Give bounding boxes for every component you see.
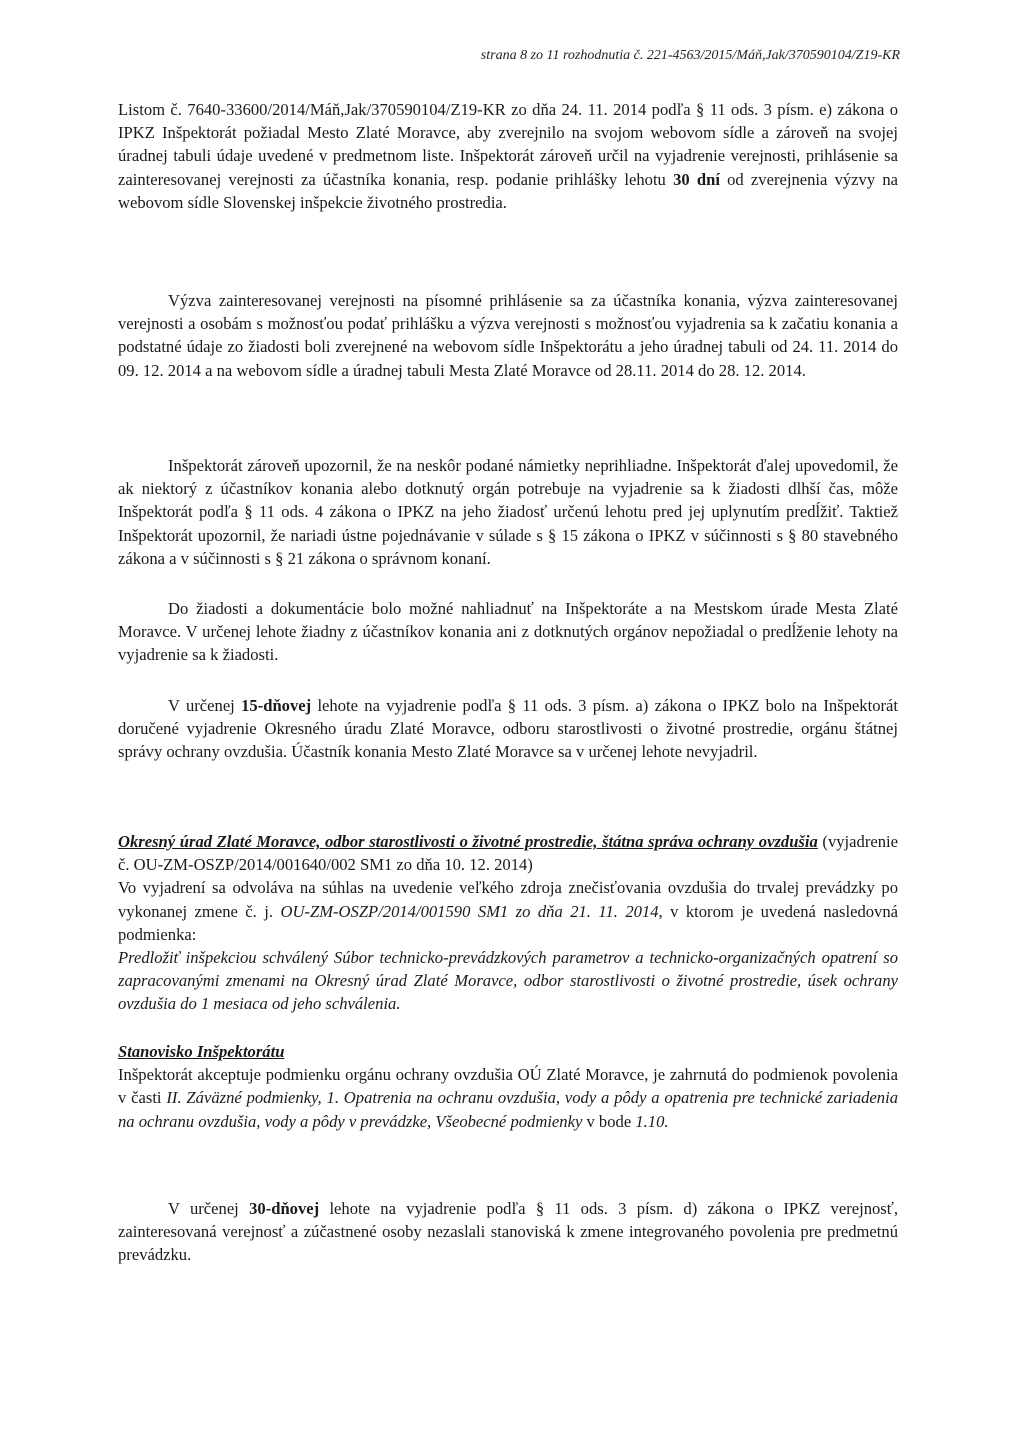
- paragraph-text: od zverejnenia výzvy na webovom sídle Slovenskej inšpekcie životného prostredia.: [118, 169, 899, 212]
- paragraph-text: Listom č. 7640-33600/2014/Máň,Jak/370590104/Z19-KR zo dňa 24. 11. 2014 podľa § 11 ods. 3 písm. e) zákona o IPKZ Inšpektorát požiadal Mesto Zlaté Moravce, aby zverejnilo na svojom webovom sídle a zároveň na svojej úradnej tabuli údaje uvedené v predmetnom liste. Inšpektorát zároveň určil na vyjadrenie verejnosti, prihlásenie sa zainteresovanej verejnosti za účastníka konania, resp. podanie prihlášky lehotu: [118, 100, 898, 189]
- paragraph-letter-request: [118, 98, 898, 214]
- paragraph-text: v bode: [582, 1111, 636, 1131]
- section-heading: Okresný úrad Zlaté Moravce, odbor starostlivosti o životné prostredie, štátna správa ochrany ovzdušia: [118, 832, 818, 851]
- paragraph-text: Inšpektorát zároveň upozornil, že na neskôr podané námietky neprihliadne. Inšpektorát ďalej upovedomil, že ak niektorý z účastníkov konania alebo dotknutý orgán potrebuje na vyjadrenie sa k žiadosti dlhší čas, môže Inšpektorát podľa § 11 ods. 4 zákona o IPKZ na jeho žiadosť určenú lehotu pred jej uplynutím predĺžiť. Taktiež Inšpektorát upozornil, že nariadi ústne pojednávanie v súlade s § 15 zákona o IPKZ v súčinnosti s § 80 stavebného zákona a v súčinnosti s § 21 zákona o správnom konaní.: [118, 456, 898, 568]
- paragraph-15-day: [118, 694, 898, 764]
- deadline-bold: 15-dňovej: [241, 696, 312, 715]
- paragraph-text: Do žiadosti a dokumentácie bolo možné nahliadnuť na Inšpektoráte a na Mestskom úrade Mesta Zlaté Moravce. V určenej lehote žiadny z účastníkov konania ani z dotknutých orgánov nepožiadal o predĺženie lehoty na vyjadrenie sa k žiadosti.: [118, 599, 898, 665]
- reference-italic: II. Záväzné podmienky, 1. Opatrenia na ochranu ovzdušia, vody a pôdy a opatrenia pre technické zariadenia na ochranu ovzdušia, vody a pôdy v prevádzke, Všeobecné podmienky: [118, 1088, 898, 1131]
- section-district-office: [118, 830, 898, 1016]
- section-inspectorate-opinion: [118, 1040, 898, 1133]
- paragraph-text: V určenej: [168, 696, 242, 715]
- paragraph-text: lehote na vyjadrenie podľa § 11 ods. 3 písm. a) zákona o IPKZ bolo na Inšpektorát doručené vyjadrenie Okresného úradu Zlaté Moravce, odboru starostlivosti o životné prostredie, orgánu štátnej správy ochrany ovzdušia. Účastník konania Mesto Zlaté Moravce sa v určenej lehote nevyjadril.: [118, 696, 898, 762]
- paragraph-text: Vo vyjadrení sa odvoláva na súhlas na uvedenie veľkého zdroja znečisťovania ovzdušia do trvalej prevádzky po vykonanej zmene č. j.: [118, 878, 898, 921]
- paragraph-inspection: [118, 597, 898, 667]
- paragraph-public-notice: [118, 289, 898, 382]
- heading-tail: (vyjadrenie č. OU-ZM-OSZP/2014/001640/002 SM1 zo dňa 10. 12. 2014): [118, 832, 898, 875]
- reference-italic: OU-ZM-OSZP/2014/001590 SM1 zo dňa 21. 11. 2014: [280, 901, 659, 921]
- page-header: strana 8 zo 11 rozhodnutia č. 221-4563/2015/Máň,Jak/370590104/Z19-KR: [480, 48, 900, 63]
- deadline-bold: 30 dní: [673, 169, 720, 189]
- section-heading: Stanovisko Inšpektorátu: [118, 1042, 285, 1061]
- paragraph-text: lehote na vyjadrenie podľa § 11 ods. 3 písm. d) zákona o IPKZ verejnosť, zainteresovaná verejnosť a zúčastnené osoby nezaslali stanoviská k zmene integrovaného povolenia pre predmetnú prevádzku.: [118, 1199, 899, 1265]
- paragraph-objections: [118, 454, 898, 570]
- paragraph-30-day: [118, 1197, 898, 1267]
- reference-italic: 1.10.: [635, 1111, 669, 1131]
- paragraph-text: , v ktorom je uvedená nasledovná podmienka:: [118, 901, 899, 944]
- deadline-bold: 30-dňovej: [249, 1199, 320, 1218]
- paragraph-text: Inšpektorát akceptuje podmienku orgánu ochrany ovzdušia OÚ Zlaté Moravce, je zahrnutá do podmienok povolenia v časti: [118, 1065, 898, 1108]
- condition-text: Predložiť inšpekciou schválený Súbor technicko-prevádzkových parametrov a technicko-organizačných opatrení so zapracovanými zmenami na Okresný úrad Zlaté Moravce, odbor starostlivosti o životné prostredie, úsek ochrany ovzdušia do 1 mesiaca od jeho schválenia.: [118, 948, 898, 1014]
- paragraph-text: V určenej: [168, 1199, 250, 1218]
- paragraph-text: Výzva zainteresovanej verejnosti na písomné prihlásenie sa za účastníka konania, výzva zainteresovanej verejnosti a osobám s možnosťou podať prihlášku a výzva verejnosti s možnosťou vyjadrenia sa k začatiu konania a podstatné údaje zo žiadosti boli zverejnené na webovom sídle Inšpektorátu a jeho úradnej tabuli od 24. 11. 2014 do 09. 12. 2014 a na webovom sídle a úradnej tabuli Mesta Zlaté Moravce od 28.11. 2014 do 28. 12. 2014.: [118, 291, 898, 380]
